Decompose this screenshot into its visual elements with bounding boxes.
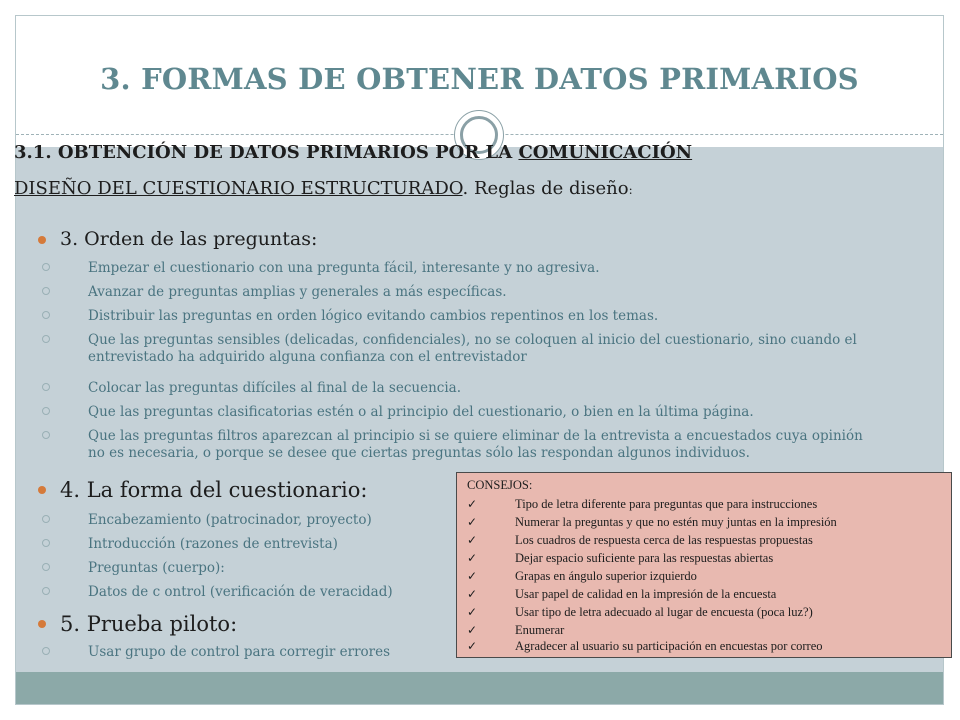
- tip-text: Grapas en ángulo superior izquierdo: [515, 569, 697, 583]
- tip-text: Enumerar: [515, 623, 565, 637]
- tip-text: Usar papel de calidad en la impresión de la encuesta: [515, 587, 777, 601]
- hollow-bullet-icon: [42, 563, 50, 571]
- section-heading: [14, 142, 692, 163]
- hollow-bullet-icon: [42, 287, 50, 295]
- subheading: [14, 178, 633, 199]
- list-item-text: Distribuir las preguntas en orden lógico evitando cambios repentinos en los temas.: [88, 308, 659, 324]
- subheading-rest: . Reglas de diseño: [462, 178, 629, 199]
- checkmark-icon: ✓: [467, 551, 478, 565]
- footer-band: [16, 672, 943, 704]
- tips-title: CONSEJOS:: [467, 478, 533, 492]
- list-item-text: Que las preguntas clasificatorias estén o al principio del cuestionario, o bien en la última página.: [88, 404, 754, 420]
- list-item-text: Preguntas (cuerpo):: [88, 560, 225, 576]
- hollow-bullet-icon: [42, 539, 50, 547]
- list-item-text: Datos de c ontrol (verificación de veracidad): [88, 584, 393, 600]
- checkmark-icon: ✓: [467, 605, 478, 619]
- tips-box: [456, 472, 952, 658]
- list-item-text: Que las preguntas filtros aparezcan al principio si se quiere eliminar de la entrevista a encuestados cuya opinión no es necesaria, o porque se desee que ciertas preguntas sólo las respondan algunos individuos.: [88, 428, 863, 461]
- checkmark-icon: ✓: [467, 497, 478, 511]
- hollow-bullet-icon: [42, 263, 50, 271]
- hollow-bullet-icon: [42, 587, 50, 595]
- tip-text: Dejar espacio suficiente para las respuestas abiertas: [515, 551, 774, 565]
- checkmark-icon: ✓: [467, 639, 478, 653]
- section-4-label: 4. La forma del cuestionario:: [60, 478, 368, 502]
- checkmark-icon: ✓: [467, 569, 478, 583]
- checkmark-icon: ✓: [467, 515, 478, 529]
- hollow-bullet-icon: [42, 335, 50, 343]
- hollow-bullet-icon: [42, 383, 50, 391]
- checkmark-icon: ✓: [467, 533, 478, 547]
- subheading-underlined: DISEÑO DEL CUESTIONARIO ESTRUCTURADO: [14, 178, 463, 199]
- list-item-text: Usar grupo de control para corregir errores: [88, 644, 391, 660]
- bullet-dot-icon: [38, 620, 46, 628]
- bullet-dot-icon: [38, 236, 46, 244]
- tip-text: Numerar la preguntas y que no estén muy juntas en la impresión: [515, 515, 837, 529]
- hollow-bullet-icon: [42, 647, 50, 655]
- list-item-text: Colocar las preguntas difíciles al final de la secuencia.: [88, 380, 461, 396]
- list-item-text: Que las preguntas sensibles (delicadas, confidenciales), no se coloquen al inicio del cuestionario, sino cuando el entrevistado ha adquirido alguna confianza con el entrevistador: [88, 332, 857, 365]
- list-item-text: Empezar el cuestionario con una pregunta fácil, interesante y no agresiva.: [88, 260, 600, 276]
- subheading-colon: :: [628, 183, 633, 197]
- list-item-text: Avanzar de preguntas amplias y generales a más específicas.: [88, 284, 507, 300]
- section-5-label: 5. Prueba piloto:: [60, 612, 238, 636]
- hollow-bullet-icon: [42, 407, 50, 415]
- tip-text: Los cuadros de respuesta cerca de las respuestas propuestas: [515, 533, 813, 547]
- bullet-dot-icon: [38, 486, 46, 494]
- hollow-bullet-icon: [42, 311, 50, 319]
- section-3-label: 3. Orden de las preguntas:: [60, 228, 318, 250]
- tip-text: Usar tipo de letra adecuado al lugar de encuesta (poca luz?): [515, 605, 813, 619]
- hollow-bullet-icon: [42, 431, 50, 439]
- slide-title: 3. FORMAS DE OBTENER DATOS PRIMARIOS: [100, 62, 859, 96]
- list-item-text: Encabezamiento (patrocinador, proyecto): [88, 512, 372, 528]
- checkmark-icon: ✓: [467, 623, 478, 637]
- hollow-bullet-icon: [42, 515, 50, 523]
- list-item-text: Introducción (razones de entrevista): [88, 536, 338, 552]
- tip-text: Tipo de letra diferente para preguntas que para instrucciones: [515, 497, 818, 511]
- section-heading-prefix: 3.1. OBTENCIÓN DE DATOS PRIMARIOS POR LA: [14, 142, 519, 163]
- checkmark-icon: ✓: [467, 587, 478, 601]
- tip-text: Agradecer al usuario su participación en encuestas por correo: [515, 639, 823, 653]
- section-heading-underlined: COMUNICACIÓN: [518, 142, 693, 163]
